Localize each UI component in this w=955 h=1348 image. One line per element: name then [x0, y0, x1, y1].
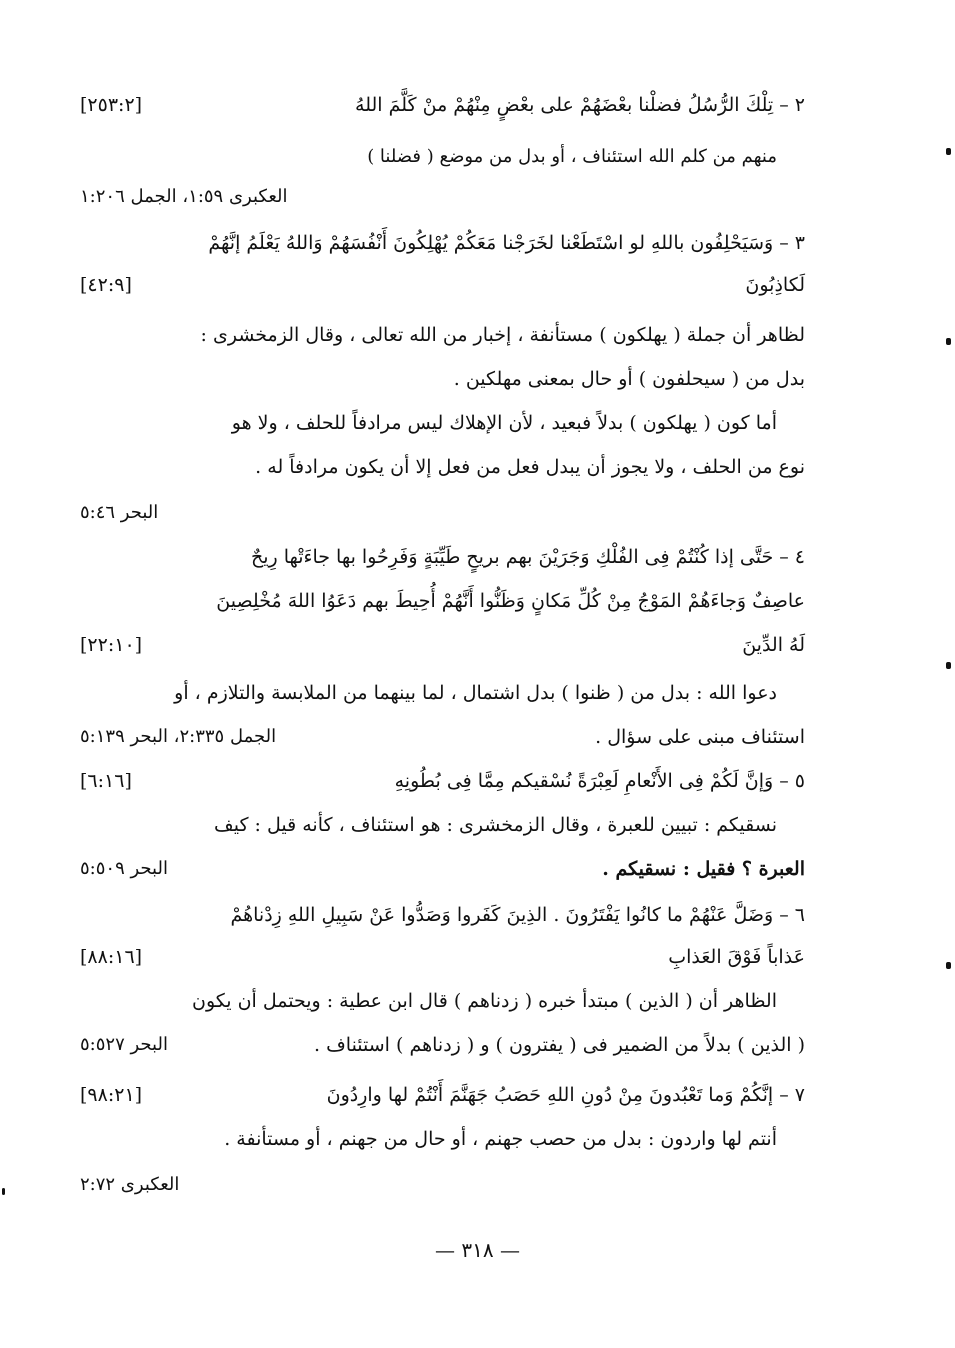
scan-mark: [946, 662, 951, 669]
commentary-line: [80, 808, 805, 842]
verse-line: [80, 1078, 805, 1112]
verse-text-continued: عَذاباً فَوْقَ العَذابِ: [668, 946, 805, 968]
commentary-text: العبرة ؟ فقيل : نسقيكم .: [602, 858, 805, 880]
verse-line: [80, 628, 805, 662]
commentary-line: [80, 140, 805, 174]
scan-mark: [946, 962, 951, 969]
source-citation: البحر ٥:٥٠٩: [80, 858, 168, 879]
verse-reference: [٦:١٦]: [80, 770, 132, 792]
source-citation: البحر ٥:٤٦: [80, 502, 159, 523]
commentary-text: نسقيكم : تبيين للعبرة ، وقال الزمخشرى : هو استئناف ، كأنه قيل : كيف: [214, 814, 777, 836]
commentary-line: [80, 852, 805, 886]
verse-text: ٣ – وَسَيَحْلِفُون باللهِ لو اسْتَطَعْنا لخَرَجْنا مَعَكُمْ يُهْلِكُونَ أَنْفُسَهُمْ وَاللهُ يَعْلَمُ إنَّهُمْ: [208, 232, 805, 254]
verse-line: [80, 584, 805, 618]
scan-mark: [2, 1188, 5, 1195]
commentary-line: [80, 362, 805, 396]
commentary-line: [80, 1028, 805, 1062]
commentary-line: [80, 676, 805, 710]
verse-line: [80, 898, 805, 932]
commentary-text: دعوا الله : بدل من ( ظنوا ) بدل اشتمال ، لما بينهما من الملابسة والتلازم ، أو: [174, 682, 777, 704]
commentary-text: نوع من الحلف ، ولا يجوز أن يبدل فعل من فعل إلا أن يكون مرادفاً له .: [255, 456, 805, 478]
verse-reference: [٢٥٣:٢]: [80, 94, 143, 116]
commentary-text: بدل من ( سيحلفون ) أو حال بمعنى مهلكين .: [453, 368, 805, 390]
commentary-line: [80, 984, 805, 1018]
commentary-text: ( الذين ) بدلاً من الضمير فى ( يفترون ) و ( زدناهم ) استئناف .: [314, 1034, 805, 1056]
verse-line: [80, 764, 805, 798]
source-citation: الجمل ٢:٣٣٥، البحر ٥:١٣٩: [80, 726, 277, 747]
verse-text-continued: عاصِفٌ وَجاءَهُمْ المَوْجُ مِنْ كُلِّ مَكانٍ وَظَنُّوا أَنَّهُمْ أُحِيطَ بهم دَعَوُا اللهَ مُخْلِصِينَ: [216, 590, 805, 612]
source-line: [80, 496, 805, 530]
verse-text: ٤ – حَتَّى إذا كُنْتُمْ فِى الفُلْكِ وَجَرَيْنَ بهم بريحٍ طَيِّبَةٍ وَفَرِحُوا بها جاءَتْها رِيحٌ: [250, 546, 805, 568]
source-citation: العكبرى ٢:٧٢: [80, 1174, 180, 1195]
commentary-line: [80, 1122, 805, 1156]
page-number: — ٣١٨ —: [435, 1238, 520, 1262]
verse-reference: [٢٢:١٠]: [80, 634, 143, 656]
commentary-text: لظاهر أن جملة ( يهلكون ) مستأنفة ، إخبار من الله تعالى ، وقال الزمخشرى :: [200, 324, 805, 346]
verse-text: ٥ – وَإنَّ لَكُمْ فِى الأَنْعامِ لَعِبْرَةً نُسْقيكم مِمَّا فِى بُطُونِهِ: [394, 770, 805, 792]
commentary-line: [80, 406, 805, 440]
source-line: [80, 1168, 805, 1202]
verse-line: [80, 226, 805, 260]
verse-text: ٢ – تِلْكَ الرُّسُلُ فضلْنا بعْضَهُمْ على بعْضٍ مِنْهُمْ منْ كَلَّمَ اللهُ: [355, 94, 805, 116]
source-citation: العكبرى ١:٥٩، الجمل ١:٢٠٦: [80, 186, 288, 207]
commentary-text: استئناف مبنى على سؤال .: [595, 726, 805, 748]
commentary-text: أنتم لها واردون : بدل من حصب جهنم ، أو حال من جهنم ، أو مستأنفة .: [224, 1128, 777, 1150]
verse-line: [80, 88, 805, 122]
verse-text-continued: لَكاذِبُونَ: [745, 274, 805, 296]
source-line: [80, 180, 805, 214]
verse-text: ٦ – وَضَلَّ عَنْهُمْ ما كانُوا يَفْتَرُونَ . الذِينَ كَفَروا وَصَدُّوا عَنْ سَبِيلِ اللهِ زِدْناهُمْ: [230, 904, 805, 926]
commentary-text: منهم من كلم الله استئناف ، أو بدل من موضع ( فضلنا ): [367, 146, 777, 167]
verse-text-continued: لَهُ الدِّينَ: [742, 634, 805, 656]
verse-text: ٧ – إنَّكُمْ وَما تَعْبُدونَ مِنْ دُونِ اللهِ حَصَبُ جَهَنَّمَ أَنْتُمْ لها وارِدُونَ: [326, 1084, 805, 1106]
commentary-line: [80, 450, 805, 484]
verse-line: [80, 540, 805, 574]
commentary-line: [80, 318, 805, 352]
commentary-text: الظاهر أن ( الذين ) مبتدأ خبره ( زدناهم ) قال ابن عطية : ويحتمل أن يكون: [191, 990, 777, 1012]
commentary-line: [80, 720, 805, 754]
verse-line: [80, 940, 805, 974]
verse-line: [80, 268, 805, 302]
verse-reference: [٨٨:١٦]: [80, 946, 143, 968]
scan-mark: [946, 338, 951, 345]
verse-reference: [٤٢:٩]: [80, 274, 132, 296]
commentary-text: أما كون ( يهلكون ) بدلاً فبعيد ، لأن الإهلاك ليس مرادفاً للحلف ، ولا هو: [231, 412, 777, 434]
source-citation: البحر ٥:٥٢٧: [80, 1034, 168, 1055]
verse-reference: [٩٨:٢١]: [80, 1084, 143, 1106]
scan-mark: [946, 148, 951, 155]
